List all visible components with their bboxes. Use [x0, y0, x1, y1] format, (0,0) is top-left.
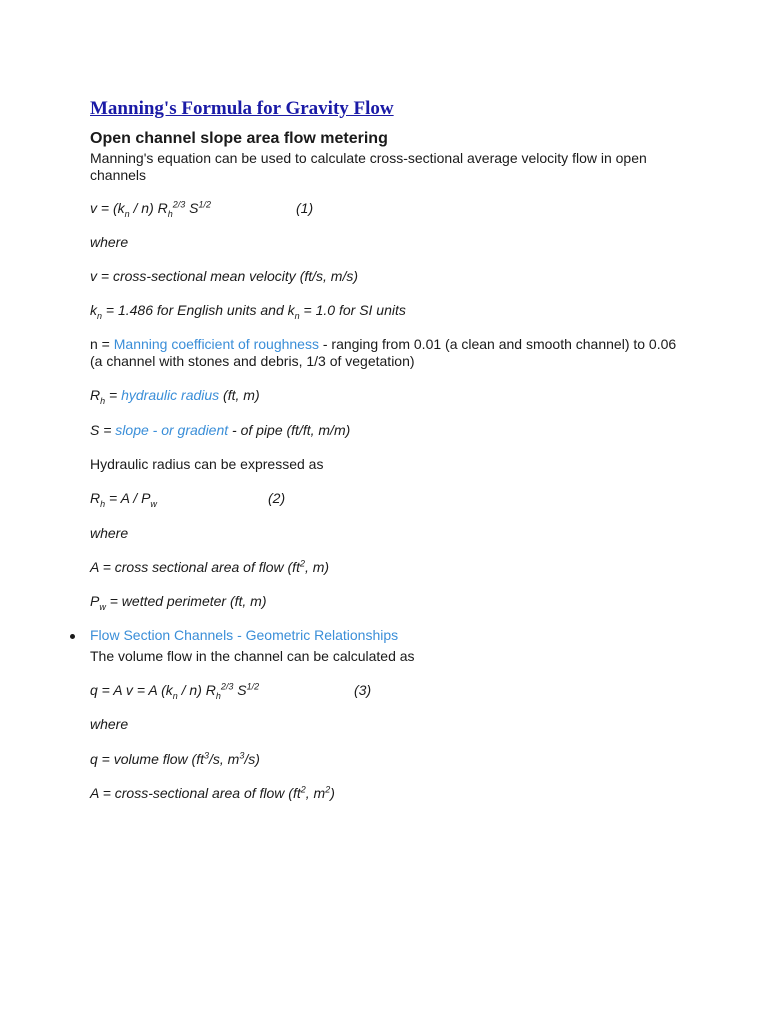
flow-section-channels-link[interactable]: Flow Section Channels - Geometric Relationships	[90, 627, 399, 643]
page-subtitle: Open channel slope area flow metering	[90, 130, 388, 147]
equation-1: $v = (k_n / n)$ $R_h^{2/3}$ $S^{1/2}$	[90, 199, 212, 219]
definition-rh: $R_h$ = hydraulic radius (ft, m)	[90, 387, 260, 406]
where-label-1: where	[90, 234, 129, 250]
equation-3: q = A v = A $(k_n / n)$ $R_h^{2/3}$ $S^{1/2}$	[90, 681, 260, 701]
page-title-link[interactable]: Manning's Formula for Gravity Flow	[90, 98, 394, 119]
intro-paragraph: Manning's equation can be used to calculate cross-sectional average velocity flow in open channels	[90, 150, 647, 183]
related-links-list	[44, 627, 398, 644]
definition-slope: S = slope - or gradient - of pipe (ft/ft, m/m)	[90, 422, 351, 438]
equation-2: $R_h = A / P_w$	[90, 490, 157, 509]
where-label-3: where	[90, 716, 129, 732]
equation-3-number: (3)	[354, 682, 372, 698]
definition-volume-flow: q = volume flow ($ft^3/s$, $m^3/s$)	[90, 750, 260, 767]
bullet-dot	[70, 634, 75, 639]
slope-gradient-link[interactable]: slope - or gradient	[115, 422, 229, 438]
where-label-2: where	[90, 525, 129, 541]
definition-wetted-perimeter: $P_w$ = wetted perimeter (ft, m)	[90, 593, 267, 612]
list-item	[44, 627, 398, 644]
equation-2-number: (2)	[268, 490, 286, 506]
hydraulic-radius-link[interactable]: hydraulic radius	[121, 387, 220, 403]
equation-1-number: (1)	[296, 200, 314, 216]
definition-velocity: v = cross-sectional mean velocity (ft/s, m/s)	[90, 268, 359, 284]
definition-kn: $k_n = 1.486$ for English units and $k_n = 1.0$ for SI units	[90, 302, 406, 321]
volume-flow-intro: The volume flow in the channel can be calculated as	[90, 648, 415, 664]
definition-area-1: A = cross sectional area of flow ($ft^2$, m)	[90, 558, 330, 575]
definition-area-2: A = cross-sectional area of flow ($ft^2$, $m^2$)	[90, 784, 335, 801]
definition-n: n = Manning coefficient of roughness - ranging from 0.01 (a clean and smooth channel) to 0.06 (a channel with stones and debris, 1/3 of vegetation)	[90, 336, 677, 369]
hydraulic-radius-intro: Hydraulic radius can be expressed as	[90, 456, 324, 472]
manning-coefficient-link[interactable]: Manning coefficient of roughness	[113, 336, 319, 352]
